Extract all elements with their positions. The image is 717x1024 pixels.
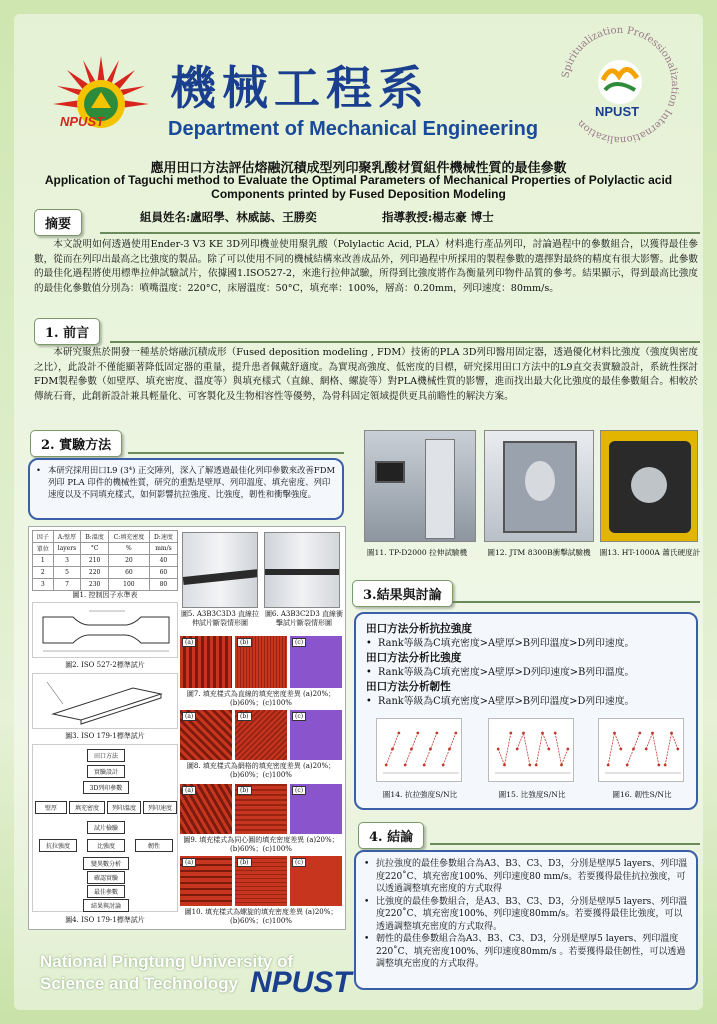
table-row: 1 3 210 20 40 xyxy=(33,555,178,567)
motto-ring-text: Spiritualization Professionalization Internationalization xyxy=(560,24,681,146)
logo-left-text: NPUST xyxy=(60,114,105,129)
tensile-tester-photo xyxy=(364,430,476,542)
flow-param: 列印溫度 xyxy=(107,801,141,814)
fig10-caption: 圖10. 填充樣式為螺旋的填充密度差異 (a)20%；(b)60%；(c)100% xyxy=(184,908,338,925)
fig7-caption: 圖7. 填充樣式為直線的填充密度差異 (a)20%；(b)60%；(c)100% xyxy=(186,690,336,707)
sn-chart-toughness xyxy=(598,718,684,782)
sn-point xyxy=(509,732,512,735)
sn-point xyxy=(645,748,648,751)
sn-point xyxy=(535,764,538,767)
sunburst-icon xyxy=(46,52,156,144)
iso527-specimen-figure xyxy=(32,602,178,658)
sn-point xyxy=(435,732,438,735)
flow-param: 壁厚 xyxy=(35,801,67,814)
flow-step: 結果與討論 xyxy=(83,899,129,912)
method-heading: 2. 實驗方法 xyxy=(30,430,122,457)
flow-result: 抗拉強度 xyxy=(39,839,77,852)
sn-point xyxy=(423,764,426,767)
sn-series-line xyxy=(517,733,530,765)
sn-point xyxy=(670,732,673,735)
sn-point xyxy=(497,748,500,751)
result-item: • Rank等級為C填充密度>A壁厚>D列印速度>B列印溫度。 xyxy=(366,666,686,680)
npust-logo-right xyxy=(555,20,685,150)
sn-point xyxy=(626,764,629,767)
sn-series-line xyxy=(555,733,568,765)
fig11-caption: 圖11. TP-D2000 拉伸試驗機 xyxy=(366,548,468,557)
panel-label: (a) xyxy=(182,638,196,647)
sn-point xyxy=(651,732,654,735)
conclusion-heading: 4. 結論 xyxy=(358,822,424,849)
sn-series-line xyxy=(498,733,511,765)
sn-point xyxy=(454,732,457,735)
sn-point xyxy=(607,764,610,767)
poster-title-en: Application of Taguchi method to Evaluate the Optimal Parameters of Mechanical Properties of Polylactic acid Components printed by Fused Deposition Modeling xyxy=(44,173,673,201)
fig2-caption: 圖2. ISO 527-2標準試片 xyxy=(65,661,145,669)
team-members: 組員姓名:盧昭學、林威誌、王勝奕 xyxy=(140,210,317,224)
sn-point xyxy=(522,732,525,735)
tensile-fracture-photo xyxy=(182,532,258,608)
flow-param: 列印速度 xyxy=(143,801,177,814)
fig13-caption: 圖13. HT-1000A 蕭氏硬度計 xyxy=(599,548,701,557)
sn-point xyxy=(397,732,400,735)
abstract-heading: 摘要 xyxy=(34,209,82,236)
result-item: • Rank等級為C填充密度>A壁厚>B列印溫度>D列印速度。 xyxy=(366,637,686,651)
sn-point xyxy=(638,732,641,735)
hardness-tester-photo xyxy=(600,430,698,542)
sn-series-line xyxy=(536,733,549,765)
flow-step: 變異數分析 xyxy=(83,857,129,870)
sn-point xyxy=(503,764,506,767)
flow-step: 最佳參數 xyxy=(87,885,125,898)
fig8-caption: 圖8. 填充樣式為網格的填充密度差異 (a)20%；(b)60%；(c)100% xyxy=(186,762,336,779)
table-row: 2 5 220 60 60 xyxy=(33,567,178,579)
sn-point xyxy=(516,748,519,751)
panel-label: (b) xyxy=(237,638,252,647)
intro-divider xyxy=(110,341,700,343)
results-heading: 3.結果與討論 xyxy=(352,580,453,607)
fig1-caption: 圖1. 控制因子水準表 xyxy=(72,591,138,599)
sn-series-line xyxy=(646,733,659,765)
sn-point xyxy=(410,748,413,751)
sn-point xyxy=(416,732,419,735)
panel-label: (b) xyxy=(237,858,252,867)
advisor: 指導教授:楊志豪 博士 xyxy=(382,210,494,224)
method-divider xyxy=(128,452,344,454)
sn-point xyxy=(613,732,616,735)
conclusion-divider xyxy=(430,843,700,845)
sn-point xyxy=(566,748,569,751)
flow-param: 填充密度 xyxy=(69,801,105,814)
intro-text: 本研究聚焦於開發一種基於熔融沉積成形（Fused deposition modeling , FDM）技術的PLA 3D列印醫用固定器，透過優化材料比強度（強度與密度之比），此設計不僅能顯著降低固定器的重量，提升患者佩戴舒適度。為實現高強度、低密度的目標，研究採用田口方法中的L9直交表實驗設計，系統性探討FDM製程參數（如壁厚、填充密度、溫度等）與填充樣式（直線、網格、螺旋等）對PLA機械性質的影響，進而找出最大化比強度的最佳參數組合。相較於傳統石膏，此創新設計兼具輕量化、可客製化及生物相容性等優勢，為骨科固定領域提供更具前瞻性的解決方案。 xyxy=(34,347,698,402)
npust-logo-left xyxy=(46,52,156,144)
flow-result: 韌性 xyxy=(135,839,173,852)
sn-point xyxy=(385,764,388,767)
panel-label: (c) xyxy=(292,712,306,721)
fig5-caption: 圖5. A3B3C3D3 直線拉伸試片斷裂情形圖 xyxy=(180,610,260,627)
sn-point xyxy=(554,732,557,735)
abstract-text: 本文說明如何透過使用Ender-3 V3 KE 3D列印機並使用聚乳酸（Polylactic Acid, PLA）材料進行產品列印，討論過程中的參數組合，以獲得最佳參數，從而在列印出最高之比強度的製品。除了可以使用不同的機械結構來改善成品外，列印過程中所採用的製程參數的選擇對最終的精度有很大影響。此參數的最佳化過程將使用標準拉伸試驗試片，依據國1.ISO527-2，來進行拉伸試驗，所得到比強度將作為衡量列印物件品質的參考。結果顯示，得到最高比強度的最佳化參數值分別為：噴嘴溫度：220°C，床層溫度：50°C，填充率：100%，層高：0.20mm，列印速度：80mm/s。 xyxy=(34,239,698,294)
sn-point xyxy=(541,732,544,735)
flow-step: 試片檢驗 xyxy=(87,821,125,834)
factor-level-table xyxy=(32,530,178,591)
table-unit-row: 單位 layers °C % mm/s xyxy=(33,543,178,555)
result-group-title: 田口方法分析比強度 xyxy=(366,652,462,664)
dept-title-en: Department of Mechanical Engineering xyxy=(168,118,539,140)
method-bullet: • 本研究採用田口L9 (3⁴) 正交陣列，深入了解透過最佳化列印參數來改善FDM列印 PLA 印件的機械性質，研究的重點是壁厚、列印溫度、填充密度、列印速度以及不同填充樣式，如何影響抗拉強度、比強度，韌性和衝擊強度。 xyxy=(36,464,336,500)
panel-label: (c) xyxy=(292,858,306,867)
dept-title-cn: 機械工程系 xyxy=(170,61,430,115)
table-row: 3 7 230 100 80 xyxy=(33,579,178,591)
sn-point xyxy=(664,764,667,767)
conclusion-box xyxy=(354,850,698,990)
sn-point xyxy=(448,748,451,751)
panel-label: (a) xyxy=(182,786,196,795)
motto-ring-icon xyxy=(555,20,685,150)
sn-point xyxy=(676,748,679,751)
panel-label: (b) xyxy=(237,712,252,721)
results-divider xyxy=(452,601,700,603)
result-group-title: 田口方法分析韌性 xyxy=(366,681,451,693)
fill-spiral-figure xyxy=(180,856,342,906)
sn-series-line xyxy=(665,733,678,765)
flowchart xyxy=(32,744,178,912)
sn-point xyxy=(619,748,622,751)
footer-university-line2: Science and Technology xyxy=(40,974,239,993)
fig3-caption: 圖3. ISO 179-1標準試片 xyxy=(65,732,145,740)
flow-step: 確認實驗 xyxy=(87,871,125,884)
conclusion-item: • 韌性的最佳參數組合為A3、B3、C3、D3，分別是壁厚5 layers、列印溫度220˚C、填充密度100%、列印速度80mm/s 。若要獲得最佳韌性，可以透過調整填充密度的方式取得。 xyxy=(364,933,688,971)
fig6-caption: 圖6. A3B3C2D3 直線衝擊試片斷裂情形圖 xyxy=(264,610,344,627)
sn-point xyxy=(632,748,635,751)
sn-series-line xyxy=(608,733,621,765)
flow-start: 田口方法 xyxy=(87,749,125,762)
sn-point xyxy=(560,764,563,767)
flow-result: 比強度 xyxy=(87,839,125,852)
sn-point xyxy=(528,764,531,767)
impact-bar-drawing-icon xyxy=(33,674,179,730)
method-bullet-box xyxy=(28,458,344,520)
abstract-divider xyxy=(100,232,700,234)
fill-linear-figure xyxy=(180,636,342,688)
iso179-specimen-figure xyxy=(32,673,178,729)
sn-point xyxy=(391,748,394,751)
fig12-caption: 圖12. JTM 8300B衝擊試驗機 xyxy=(487,548,591,557)
panel-label: (c) xyxy=(292,786,306,795)
impact-fracture-photo xyxy=(264,532,340,608)
footer-university-line1: National Pingtung University of xyxy=(40,952,294,971)
panel-label: (a) xyxy=(182,712,196,721)
flow-step: 3D列印參數 xyxy=(83,781,129,794)
conclusion-item: • 抗拉強度的最佳參數組合為A3、B3、C3、D3，分別是壁厚5 layers、列印溫度220˚C、填充密度100%、列印速度80 mm/s。若要獲得最佳抗拉強度，可以透過調整填充密度的方式取得 xyxy=(364,858,688,896)
sn-chart-tensile xyxy=(376,718,462,782)
panel-label: (b) xyxy=(237,786,252,795)
sn-point xyxy=(429,748,432,751)
intro-heading: 1. 前言 xyxy=(34,318,100,345)
result-group-title: 田口方法分析抗拉強度 xyxy=(366,623,472,635)
fill-concentric-figure xyxy=(180,784,342,834)
sn-point xyxy=(404,764,407,767)
fig4-caption: 圖4. ISO 179-1標準試片 xyxy=(65,916,145,924)
sn-point xyxy=(547,748,550,751)
impact-tester-photo xyxy=(484,430,594,542)
fig15-caption: 圖15. 比強度S/N比 xyxy=(498,790,566,799)
conclusion-item: • 比強度的最佳參數組合，是A3、B3、C3、D3，分別是壁厚5 layers、列印溫度220˚C、填充密度100%、列印速度80mm/s。若要獲得最佳比強度，可以透過調整填充密度的方式取得。 xyxy=(364,896,688,934)
sn-chart-specific xyxy=(488,718,574,782)
logo-right-text: NPUST xyxy=(595,104,640,119)
flow-step: 實驗設計 xyxy=(87,765,125,778)
sn-point xyxy=(442,764,445,767)
poster-title-cn: 應用田口方法評估熔融沉積成型列印聚乳酸材質組件機械性質的最佳參數 xyxy=(150,161,567,176)
fill-grid-figure xyxy=(180,710,342,760)
dogbone-drawing-icon xyxy=(33,603,179,659)
panel-label: (a) xyxy=(182,858,196,867)
sn-point xyxy=(657,764,660,767)
result-item: • Rank等級為C填充密度>A壁厚>B列印溫度>D列印速度。 xyxy=(366,695,686,709)
fig16-caption: 圖16. 韌性S/N比 xyxy=(612,790,672,799)
panel-label: (c) xyxy=(292,638,306,647)
fig14-caption: 圖14. 抗拉強度S/N比 xyxy=(382,790,458,799)
footer-brand: NPUST xyxy=(250,966,352,999)
table-header-row: 因子 A:壁厚 B:溫度 C:填充密度 D:速度 xyxy=(33,531,178,543)
fig9-caption: 圖9. 填充樣式為同心圓的填充密度差異 (a)20%；(b)60%；(c)100% xyxy=(183,836,339,853)
